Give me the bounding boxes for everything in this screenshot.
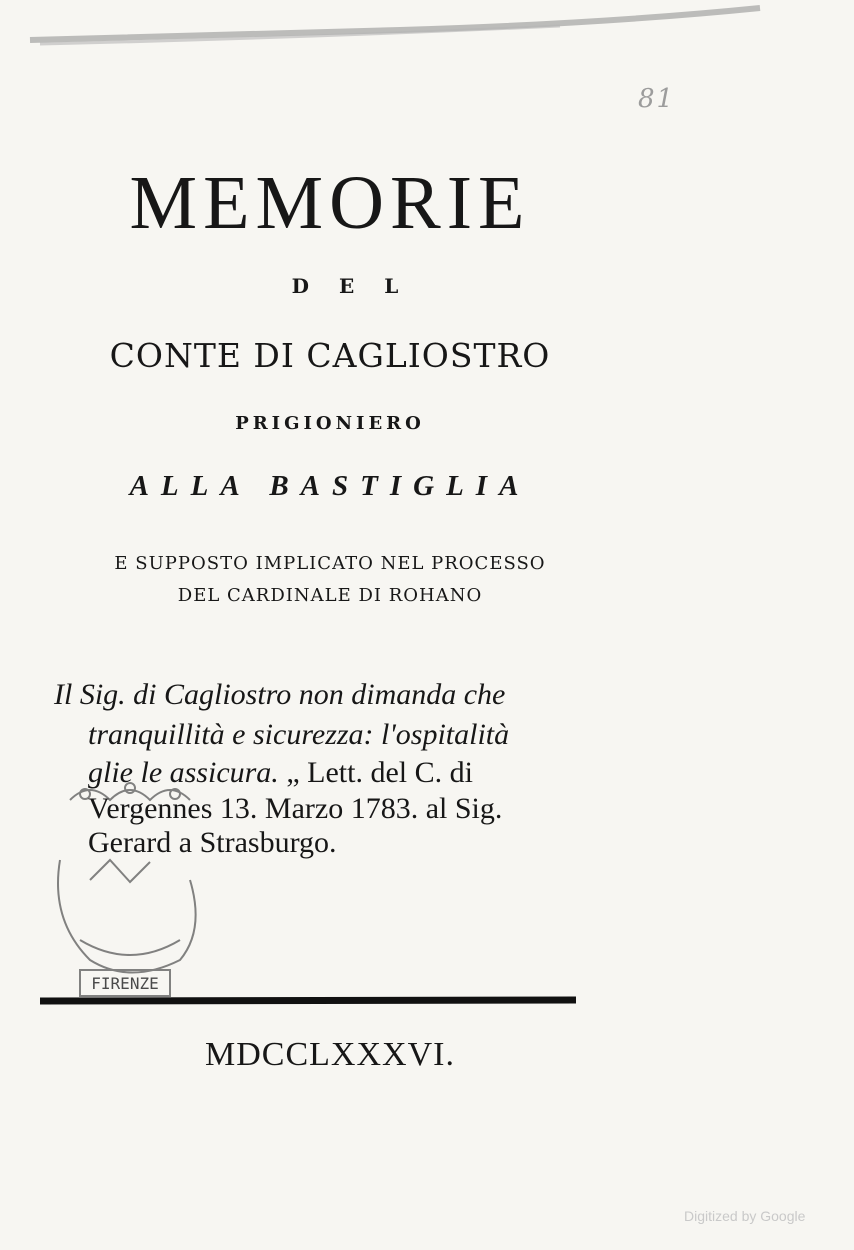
page-top-edge-smudge [0,0,854,60]
library-stamp-icon [30,770,230,1030]
author-line: CONTE DI CAGLIOSTRO [109,336,551,375]
pencil-shelfmark: 81 [638,84,676,114]
digitization-watermark: Digitized by Google [684,1208,806,1224]
title-connector: DEL [291,274,429,298]
svg-text:FIRENZE: FIRENZE [91,974,159,993]
ornamental-rule [40,994,576,1008]
subtitle-bastiglia: ALLA BASTIGLIA [129,470,531,502]
epigraph-line-5: Gerard a Strasburgo. [88,826,337,859]
imprint-date: MDCCLXXXVI. [205,1036,455,1073]
epigraph-line-3: glie le assicura. „ Lett. del C. di [88,756,473,789]
epigraph-line-2: tranquillità e sicurezza: l'ospitalità [88,718,510,751]
subtitle-prigioniero: PRIGIONIERO [235,413,425,434]
epigraph-line-4: Vergennes 13. Marzo 1783. al Sig. [88,792,503,825]
subtitle-processo: E SUPPOSTO IMPLICATO NEL PROCESSO [114,553,546,574]
epigraph-line-1: Il Sig. di Cagliostro non dimanda che [54,678,506,711]
subtitle-rohano: DEL CARDINALE DI ROHANO [177,585,483,606]
book-title: MEMORIE [129,161,531,245]
